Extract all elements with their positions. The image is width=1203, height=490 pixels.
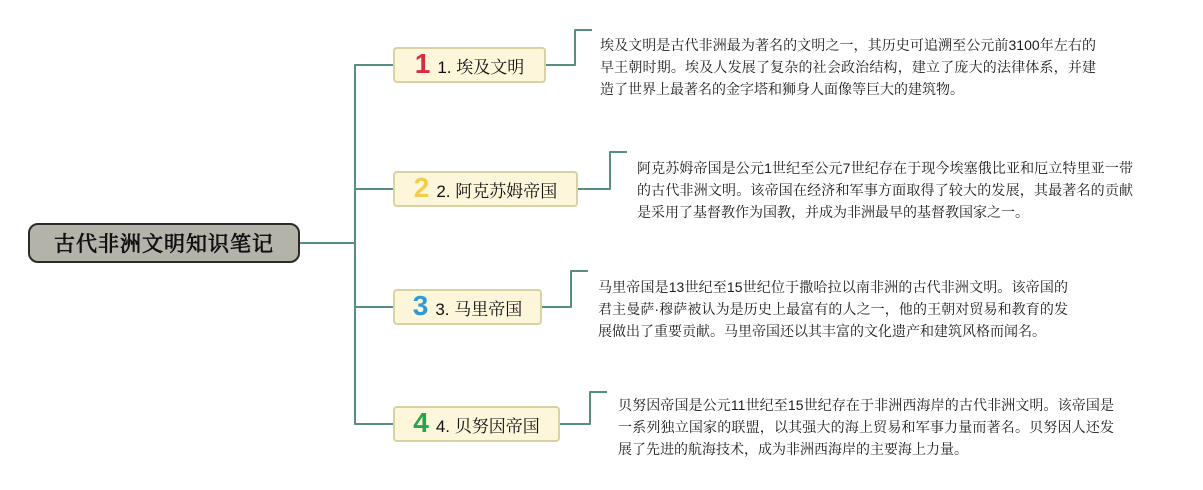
branch-node-mali[interactable] xyxy=(393,289,542,325)
branch-label: 3. 马里帝国 xyxy=(435,299,523,319)
branch-label: 2. 阿克苏姆帝国 xyxy=(436,181,558,201)
description-aksum[interactable]: 阿克苏姆帝国是公元1世纪至公元7世纪存在于现今埃塞俄比亚和厄立特里亚一带的古代非洲文明。该帝国在经济和军事方面取得了较大的发展，其最著名的贡献是采用了基督教作为国教，并成为非洲最早的基督教国家之一。 xyxy=(637,160,1133,220)
branch-label: 1. 埃及文明 xyxy=(437,57,525,77)
branch-node-egypt[interactable] xyxy=(393,47,546,83)
root-node[interactable]: 古代非洲文明知识笔记 xyxy=(28,223,300,263)
bracket-branch-2 xyxy=(578,152,627,189)
description-mali[interactable]: 马里帝国是13世纪至15世纪位于撒哈拉以南非洲的古代非洲文明。该帝国的君主曼萨·穆萨被认为是历史上最富有的人之一，他的王朝对贸易和教育的发展做出了重要贡献。马里帝国还以其丰富的文化遗产和建筑风格而闻名。 xyxy=(598,279,1068,339)
branch-label: 4. 贝努因帝国 xyxy=(435,416,540,436)
branch-number-badge: 4 xyxy=(413,407,429,438)
branch-node-benin[interactable] xyxy=(393,406,560,442)
connector-trunk xyxy=(355,65,393,424)
bracket-branch-3 xyxy=(542,271,588,307)
branch-number-badge: 2 xyxy=(413,172,430,203)
branch-number-badge: 1 xyxy=(414,48,431,79)
bracket-branch-1 xyxy=(546,30,592,65)
description-benin[interactable]: 贝努因帝国是公元11世纪至15世纪存在于非洲西海岸的古代非洲文明。该帝国是一系列独立国家的联盟，以其强大的海上贸易和军事力量而著名。贝努因人还发展了先进的航海技术，成为非洲西海岸的主要海上力量。 xyxy=(618,397,1114,457)
branch-number-badge: 3 xyxy=(412,290,429,321)
description-egypt[interactable]: 埃及文明是古代非洲最为著名的文明之一，其历史可追溯至公元前3100年左右的早王朝时期。埃及人发展了复杂的社会政治结构，建立了庞大的法律体系，并建造了世界上最著名的金字塔和狮身人面像等巨大的建筑物。 xyxy=(600,37,1096,97)
bracket-branch-4 xyxy=(560,392,607,424)
branch-node-aksum[interactable] xyxy=(393,171,578,207)
